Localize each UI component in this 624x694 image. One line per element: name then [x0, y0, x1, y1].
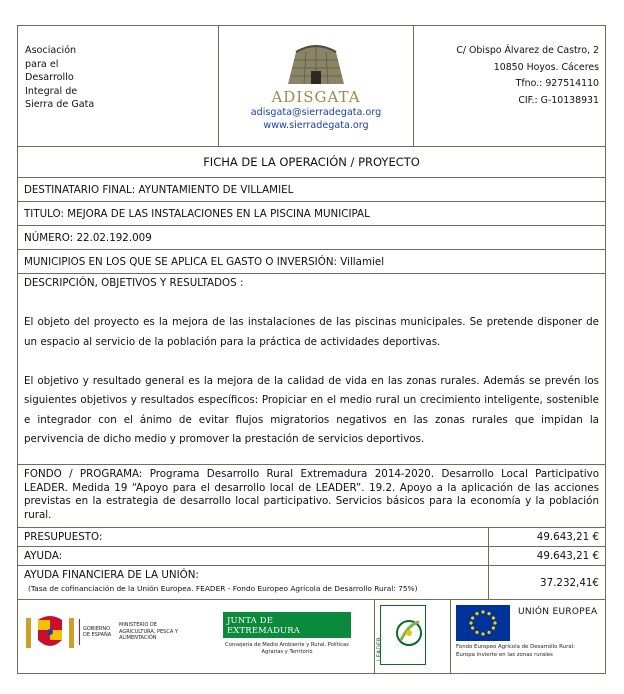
- junta-title: JUNTA DE EXTREMADURA: [223, 612, 351, 638]
- association-line: para el: [25, 58, 59, 70]
- presupuesto-label: PRESUPUESTO:: [18, 528, 489, 546]
- ministerio-label: MINISTERIO DE AGRICULTURA, PESCA Y ALIMENTACIÓN: [119, 622, 178, 642]
- cofinanciacion-note: (Tasa de cofinanciación de la Unión Europea. FEADER - Fondo Europeo Agrícola de Desarrollo Rural: 75%): [28, 584, 418, 593]
- presupuesto-value: 49.643,21 €: [536, 531, 599, 543]
- fondo-programa: FONDO / PROGRAMA: Programa Desarrollo Rural Extremadura 2014-2020. Desarrollo Local Participativo LEADER. Medida 19 “Apoyo para el desarrollo local de LEADER”. 19.2. Apoyo a la aplicación de las acciones previstas en la estrategia de desarrollo local participativo. Servicios básicos para la economía y la población rural.: [18, 465, 605, 528]
- eu-label: UNIÓN EUROPEA: [518, 607, 598, 617]
- association-line: Sierra de Gata: [25, 99, 95, 111]
- sheet-title: FICHA DE LA OPERACIÓN / PROYECTO: [18, 147, 605, 178]
- address-line: C/ Obispo Álvarez de Castro, 2: [456, 45, 599, 56]
- titulo-line: TITULO: MEJORA DE LAS INSTALACIONES EN LA PISCINA MUNICIPAL: [18, 202, 605, 226]
- spain-coat-of-arms-icon: [24, 612, 76, 652]
- eu-logo: [456, 605, 602, 659]
- junta-logo: [223, 612, 351, 656]
- ayuda-ue-label: AYUDA FINANCIERA DE LA UNIÓN:: [24, 569, 199, 581]
- address-line: 10850 Hoyos. Cáceres: [493, 61, 599, 73]
- leader-emblem-icon: [381, 606, 425, 664]
- description-section: [18, 274, 605, 465]
- destinatario-line: DESTINATARIO FINAL: AYUNTAMIENTO DE VILLAMIEL: [18, 178, 605, 202]
- description-heading: DESCRIPCIÓN, OBJETIVOS Y RESULTADOS :: [24, 277, 244, 289]
- cif-line: CIF.: G-10138931: [518, 94, 599, 106]
- phone-line: Tfno.: 927514110: [515, 78, 599, 89]
- ayuda-ue-value: 37.232,41€: [540, 577, 599, 589]
- description-paragraph: El objetivo y resultado general es la mejora de la calidad de vida en las zonas rurales. Además se prevén los siguientes objetivos y resultados específicos: Propiciar en el medio rural un crecimiento inteligente, sostenible e integrador con el ánimo de evitar flujos migratorios negativos en las zonas rurales que impidan la pervivencia de dicho medio y promover la prestación de servicios deportivos.: [24, 374, 599, 445]
- association-line: Desarrollo: [25, 72, 74, 84]
- ayuda-label: AYUDA:: [18, 547, 489, 565]
- feader-slogan: Europa invierte en las zonas rurales: [456, 652, 553, 658]
- consejeria-label: Consejería de Medio Ambiente y Rural, Políticas Agrarias y Territorio: [225, 642, 349, 655]
- leader-label: LEADER: [376, 637, 383, 661]
- municipios-line: MUNICIPIOS EN LOS QUE SE APLICA EL GASTO O INVERSIÓN: Villamiel: [18, 250, 605, 274]
- website-link[interactable]: www.sierradegata.org: [263, 120, 369, 131]
- feader-label: Fondo Europeo Agrícola de Desarrollo Rural:: [456, 644, 575, 650]
- brand-block: [219, 26, 414, 146]
- email-link[interactable]: adisgata@sierradegata.org: [250, 107, 382, 118]
- ayuda-row: [18, 547, 605, 566]
- brand-name: ADISGATA: [271, 88, 361, 106]
- leader-logo: [376, 605, 426, 665]
- logos-strip: [18, 600, 605, 673]
- presupuesto-row: [18, 528, 605, 547]
- numero-line: NÚMERO: 22.02.192.009: [18, 226, 605, 250]
- gobierno-logo: [24, 612, 181, 652]
- header: [18, 26, 605, 147]
- association-line: Asociación: [25, 45, 77, 56]
- association-line: Integral de: [25, 85, 78, 97]
- hut-logo-icon: [282, 42, 350, 86]
- ayuda-ue-row: [18, 566, 605, 600]
- gobierno-label: GOBIERNO DE ESPAÑA: [83, 625, 112, 638]
- ayuda-value: 49.643,21 €: [536, 550, 599, 562]
- address-block: [414, 26, 605, 146]
- operation-sheet: [17, 25, 606, 674]
- association-name: [18, 26, 219, 146]
- description-paragraph: El objeto del proyecto es la mejora de las instalaciones de las piscinas municipales. Se pretende disponer de un espacio al servicio de la población para la práctica de actividades deportivas.: [24, 316, 599, 348]
- ayuda-ue-label-cell: [18, 566, 489, 599]
- eu-flag-icon: [456, 605, 510, 641]
